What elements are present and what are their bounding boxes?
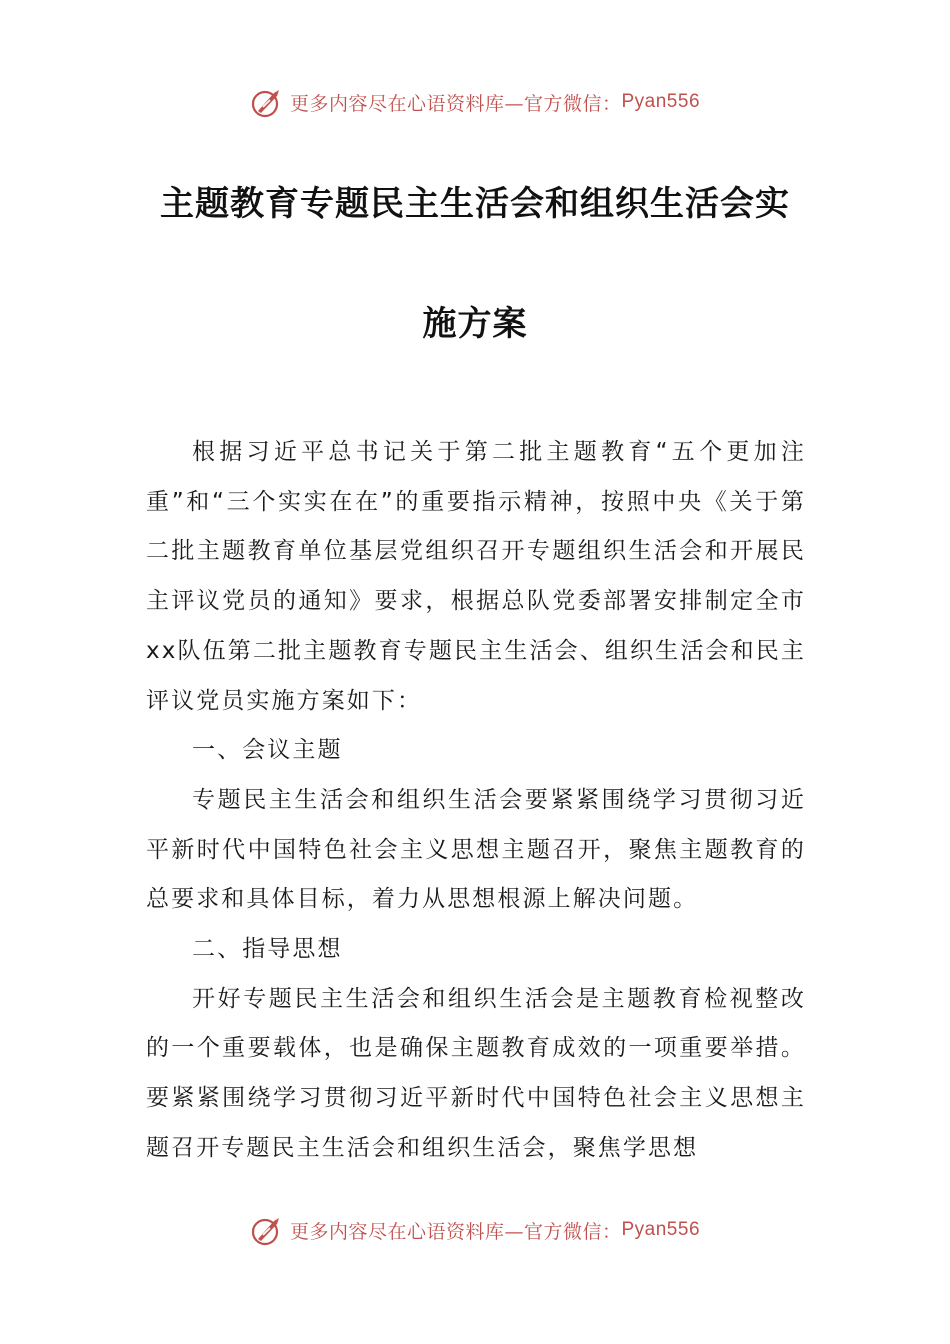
section-heading-meeting-theme: 一、会议主题 [192, 737, 343, 764]
watermark-text: 更多内容尽在心语资料库—官方微信： [289, 1220, 622, 1243]
document-body [146, 428, 806, 1174]
document-title-line-2: 施方案 [422, 304, 528, 344]
watermark-banner-top [0, 82, 950, 122]
watermark-handle: Pyan556 [621, 1219, 701, 1240]
body-paragraph-guiding: 开好专题民主生活会和组织生活会是主题教育检视整改的一个重要载体，也是确保主题教育成效的一项重要举措。要紧紧围绕学习贯彻习近平新时代中国特色社会主义思想主题召开专题民主生活会和组织生活会，聚焦学思想 [146, 985, 806, 1161]
section-heading-guiding-thought: 二、指导思想 [192, 936, 343, 963]
body-paragraph-intro: 根据习近平总书记关于第二批主题教育“五个更加注重”和“三个实实在在”的重要指示精神，按照中央《关于第二批主题教育单位基层党组织召开专题组织生活会和开展民主评议党员的通知》要求，根据总队党委部署安排制定全市xx队伍第二批主题教育专题民主生活会、组织生活会和民主评议党员实施方案如下： [146, 439, 806, 714]
body-paragraph-theme: 专题民主生活会和组织生活会要紧紧围绕学习贯彻习近平新时代中国特色社会主义思想主题召开，聚焦主题教育的总要求和具体目标，着力从思想根源上解决问题。 [146, 786, 806, 913]
pen-nib-logo-icon [250, 85, 284, 119]
pen-nib-logo-icon [250, 1213, 284, 1247]
watermark-banner-bottom [0, 1210, 950, 1250]
watermark-text: 更多内容尽在心语资料库—官方微信： [289, 92, 622, 115]
watermark-handle: Pyan556 [621, 91, 701, 112]
document-title-line-1: 主题教育专题民主生活会和组织生活会实 [160, 184, 790, 224]
